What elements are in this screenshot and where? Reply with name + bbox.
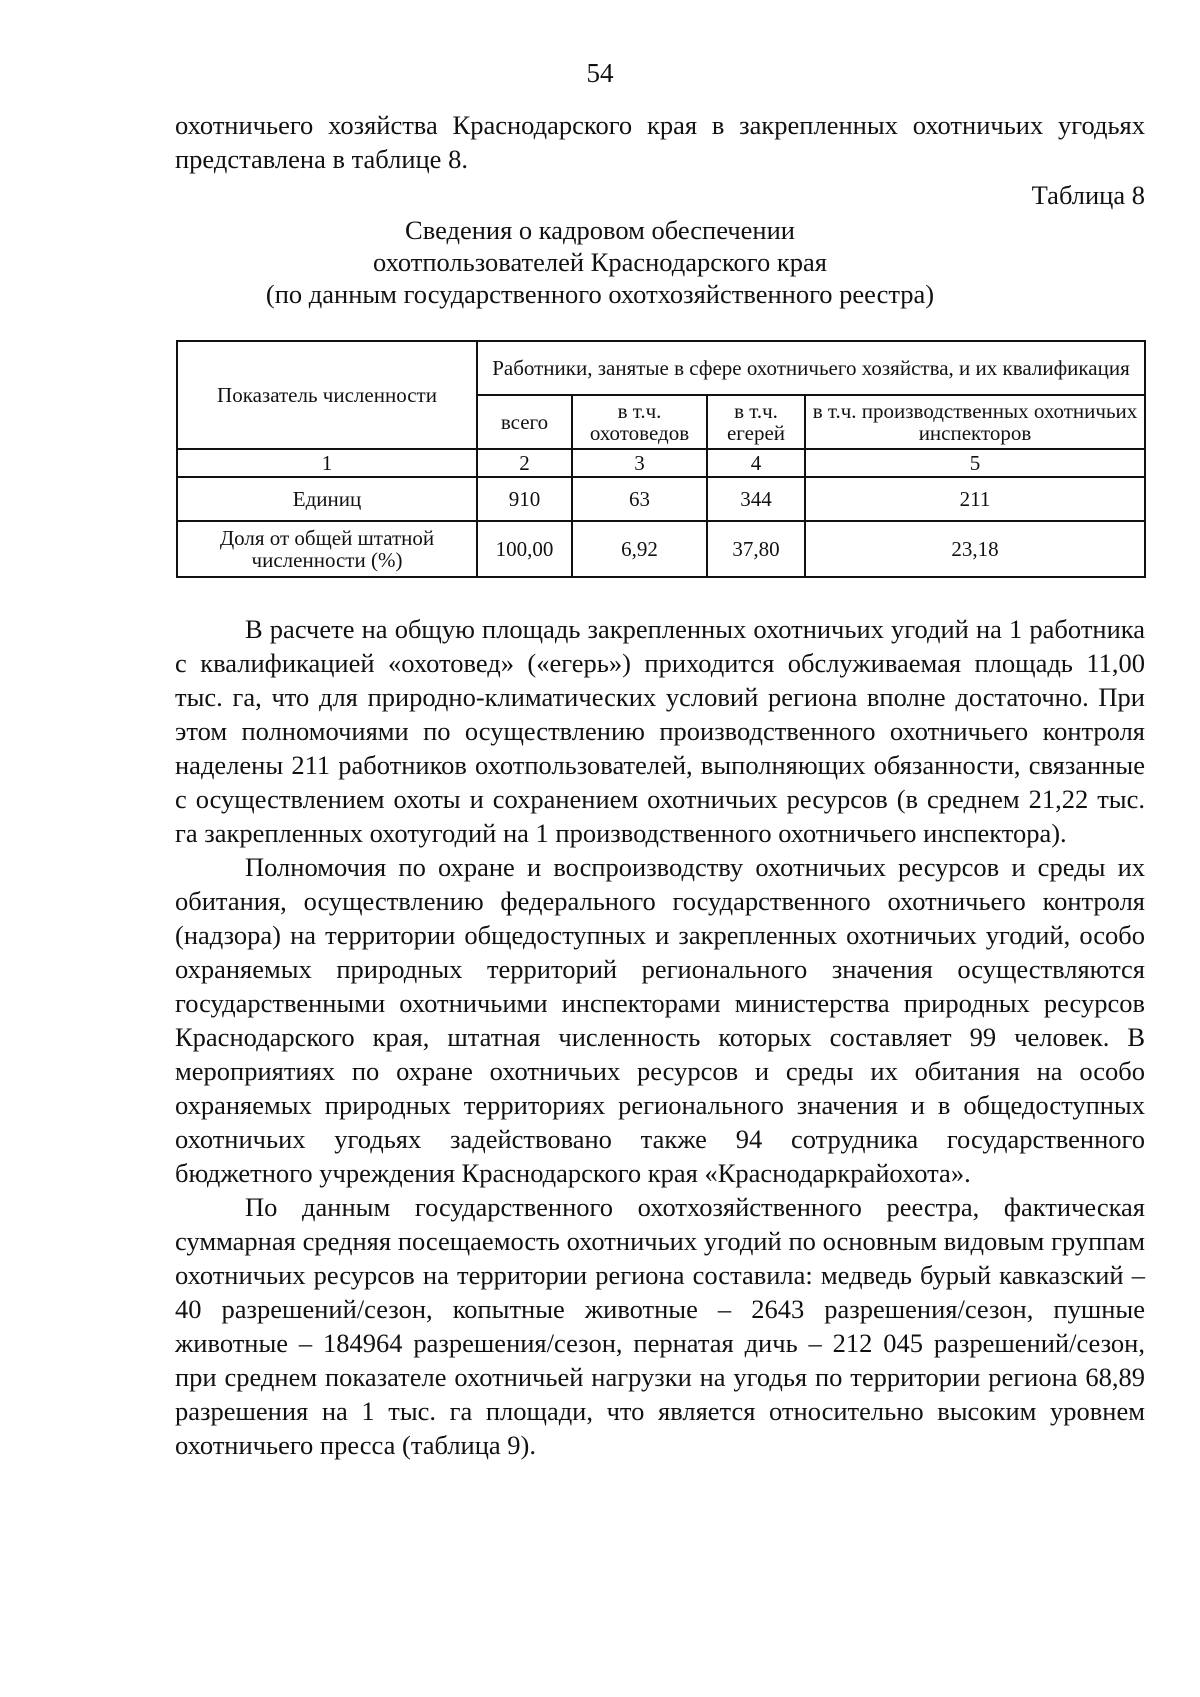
table-cell: 211	[805, 477, 1145, 521]
column-number: 2	[477, 449, 572, 477]
table-label: Таблица 8	[1031, 180, 1145, 210]
body-paragraphs	[175, 612, 1145, 1462]
column-number-row	[177, 449, 1145, 477]
table-row	[177, 521, 1145, 577]
table-title-line: Сведения о кадровом обеспечении	[405, 215, 795, 245]
paragraph: По данным государственного охотхозяйственного реестра, фактическая суммарная средняя посещаемость охотничьих угодий по основным видовым группам охотничьих ресурсов на территории региона составила: медведь бурый кавказский – 40 разрешений/сезон, копытные животные – 2643 разрешения/сезон, пушные животные – 184964 разрешения/сезон, пернатая дичь – 212 045 разрешений/сезон, при среднем показателе охотничьей нагрузки на угодья по территории региона 68,89 разрешения на 1 тыс. га площади, что является относительно высоким уровнем охотничьего пресса (таблица 9).	[175, 1192, 1145, 1460]
table-cell: 37,80	[707, 521, 805, 577]
paragraph: В расчете на общую площадь закрепленных охотничьих угодий на 1 работника с квалификацией «охотовед» («егерь») приходится обслуживаемая площадь 11,00 тыс. га, что для природно-климатических условий региона вполне достаточно. При этом полномочиями по осуществлению производственного охотничьего контроля наделены 211 работников охотпользователей, выполняющих обязанности, связанные с осуществлением охоты и сохранением охотничьих ресурсов (в среднем 21,22 тыс. га закрепленных охотугодий на 1 производственного охотничьего инспектора).	[175, 614, 1145, 848]
table-cell: 23,18	[805, 521, 1145, 577]
header-column-hunting-experts: в т.ч. охотоведов	[572, 395, 707, 449]
column-number: 1	[177, 449, 477, 477]
intro-paragraph: охотничьего хозяйства Краснодарского края в закрепленных охотничьих угодьях представлена в таблице 8.	[175, 110, 1145, 174]
row-label: Единиц	[177, 477, 477, 521]
page-number: 54	[586, 58, 614, 88]
table-title	[0, 214, 1200, 310]
paragraph: Полномочия по охране и воспроизводству охотничьих ресурсов и среды их обитания, осуществлению федерального государственного охотничьего контроля (надзора) на территории общедоступных и закрепленных охотничьих угодий, особо охраняемых природных территорий регионального значения осуществляются государственными охотничьими инспекторами министерства природных ресурсов Краснодарского края, штатная численность которых составляет 99 человек. В мероприятиях по охране охотничьих ресурсов и среды их обитания на особо охраняемых природных территориях регионального значения и в общедоступных охотничьих угодьях задействовано также 94 сотрудника государственного бюджетного учреждения Краснодарского края «Краснодаркрайохота».	[175, 852, 1145, 1188]
table-title-line: (по данным государственного охотхозяйственного реестра)	[265, 279, 935, 309]
table-header-row	[177, 341, 1145, 395]
header-column-inspectors: в т.ч. производственных охотничьих инспекторов	[805, 395, 1145, 449]
row-label: Доля от общей штатной численности (%)	[177, 521, 477, 577]
header-row-label: Показатель численности	[177, 341, 477, 449]
header-column-total: всего	[477, 395, 572, 449]
column-number: 5	[805, 449, 1145, 477]
table-cell: 63	[572, 477, 707, 521]
table-title-line: охотпользователей Краснодарского края	[373, 247, 827, 277]
column-number: 3	[572, 449, 707, 477]
header-group: Работники, занятые в сфере охотничьего хозяйства, и их квалификация	[477, 341, 1145, 395]
header-column-gamekeepers: в т.ч. егерей	[707, 395, 805, 449]
table-cell: 6,92	[572, 521, 707, 577]
table-row	[177, 477, 1145, 521]
staffing-table	[176, 340, 1146, 578]
table-cell: 910	[477, 477, 572, 521]
table-cell: 100,00	[477, 521, 572, 577]
column-number: 4	[707, 449, 805, 477]
table-cell: 344	[707, 477, 805, 521]
